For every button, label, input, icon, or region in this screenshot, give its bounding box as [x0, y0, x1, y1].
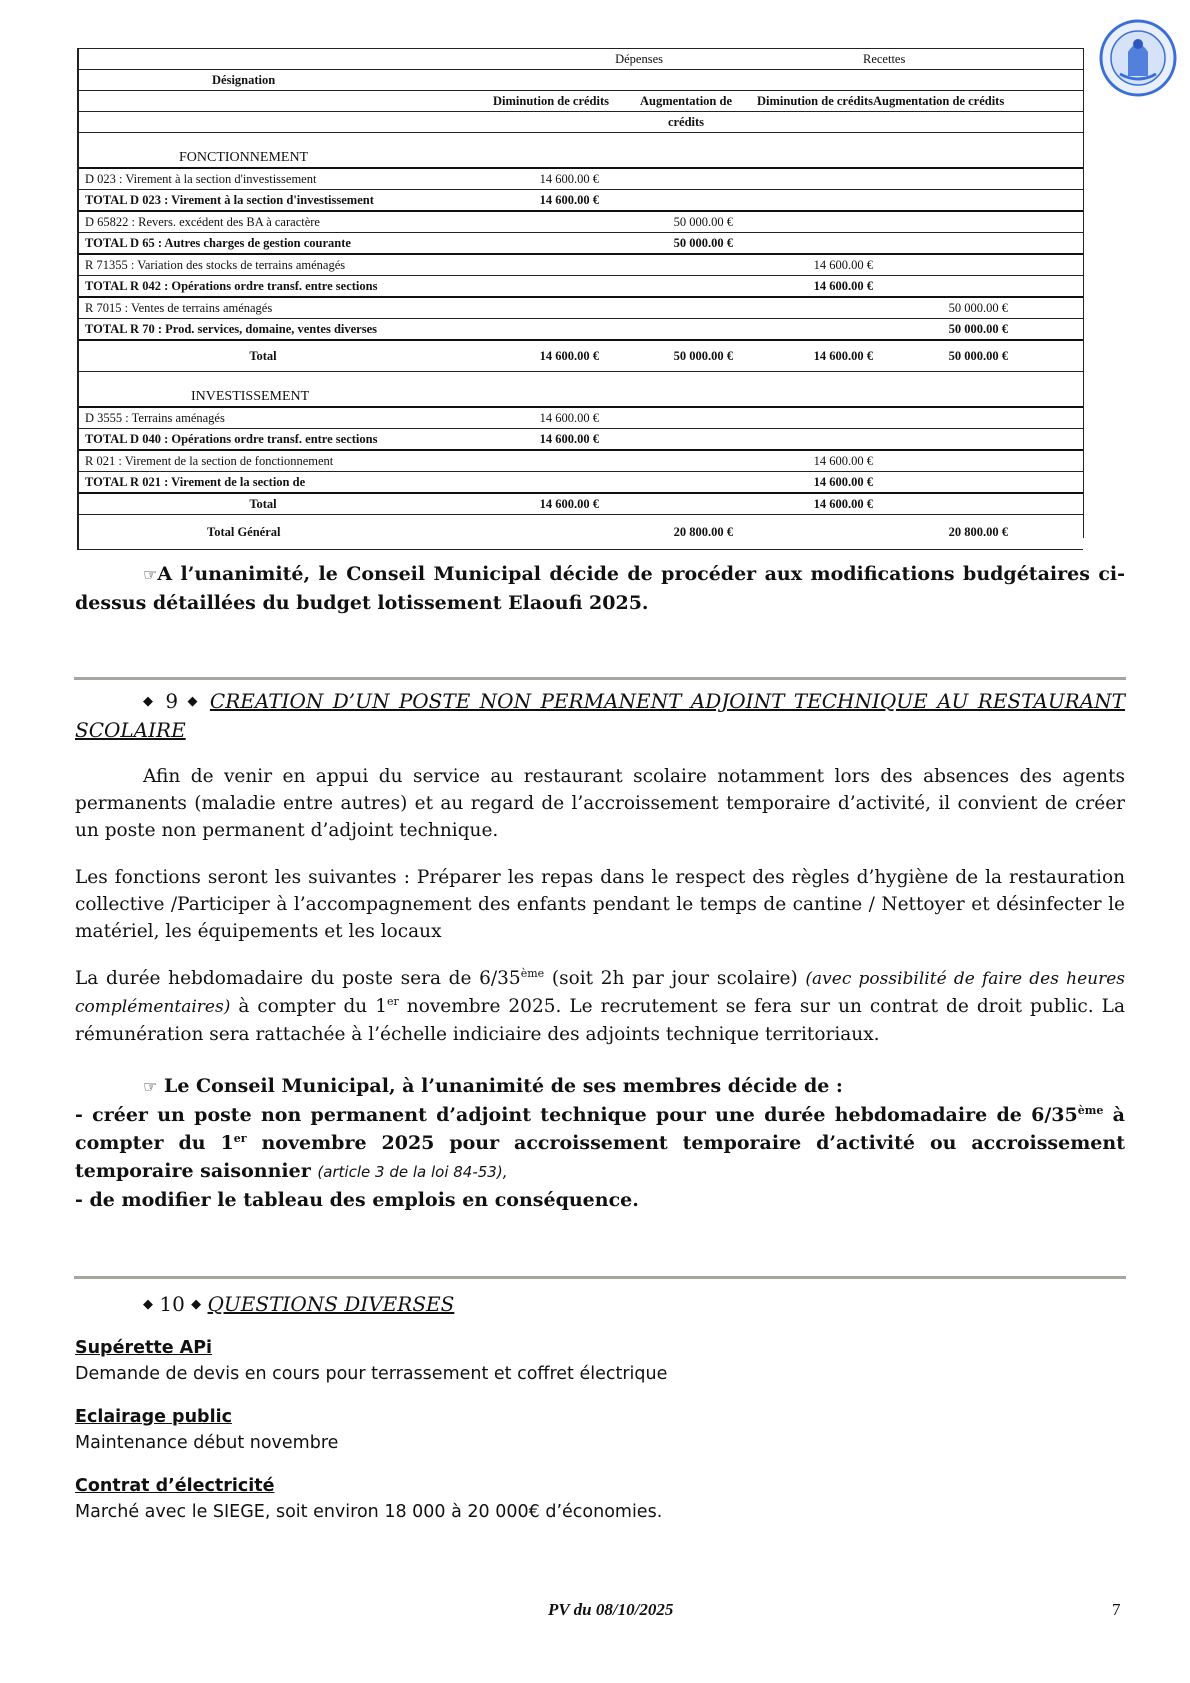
question-title: Contrat d’électricité [75, 1476, 275, 1496]
budget-cell-dep-aug [619, 429, 753, 451]
budget-cell-label: TOTAL D 023 : Virement à la section d'investissement [79, 190, 447, 212]
budget-cell-rec-aug [893, 472, 1083, 494]
section-10-heading: ◆ 10 ◆ QUESTIONS DIVERSES [143, 1292, 455, 1316]
budget-cell-rec-dim [753, 319, 893, 341]
budget-row [79, 297, 1083, 319]
budget-cell-label: R 71355 : Variation des stocks de terrains aménagés [79, 254, 447, 276]
budget-cell-dep-aug [619, 276, 753, 298]
budget-cell-rec-dim [753, 168, 893, 190]
diamond-icon: ◆ [191, 1297, 202, 1312]
budget-row [79, 168, 1083, 190]
section-9-para-3: La durée hebdomadaire du poste sera de 6/35ème (soit 2h par jour scolaire) (avec possibilité de faire des heures complémentaires) à compter du 1er novembre 2025. Le recrutement se fera sur un contrat de droit public. La rémunération sera rattachée à l’échelle indiciaire des adjoints technique territoriaux. [75, 967, 1126, 1045]
budget-cell-rec-dim [753, 233, 893, 255]
header-dep-augmentation: Augmentation de [619, 91, 753, 112]
budget-cell-dep-aug [619, 407, 753, 429]
section-9 [75, 687, 1125, 1214]
section-9-para-1: Afin de venir en appui du service au restaurant scolaire notamment lors des absences des agents permanents (maladie entre autres) et au regard de l’accroissement temporaire d’activité, il convient de créer un poste non permanent d’adjoint technique. [75, 766, 1125, 841]
budget-cell-rec-aug [893, 233, 1083, 255]
budget-cell-rec-aug [893, 190, 1083, 212]
fonctionnement-total-row: Total 14 600.00 € 50 000.00 € 14 600.00 € 50 000.00 € [79, 340, 1083, 372]
budget-cell-rec-aug [893, 450, 1083, 472]
header-recettes: Recettes [753, 49, 1083, 70]
budget-table [77, 48, 1084, 550]
budget-cell-label: TOTAL D 040 : Opérations ordre transf. entre sections [79, 429, 447, 451]
budget-cell-dep-aug [619, 450, 753, 472]
budget-cell-rec-dim [753, 211, 893, 233]
total-general-row: Total Général 20 800.00 € 20 800.00 € [79, 515, 1083, 550]
diamond-icon: ◆ [143, 694, 157, 709]
section-9-heading: ◆ 9 ◆ CREATION D’UN POSTE NON PERMANENT ADJOINT TECHNIQUE AU RESTAURANT SCOLAIRE [75, 689, 1126, 742]
budget-cell-dep-dim: 14 600.00 € [447, 190, 619, 212]
budget-cell-dep-aug [619, 319, 753, 341]
budget-row [79, 233, 1083, 255]
budget-cell-dep-dim [447, 233, 619, 255]
budget-cell-dep-aug [619, 472, 753, 494]
budget-cell-dep-aug [619, 254, 753, 276]
budget-row [79, 254, 1083, 276]
budget-cell-dep-aug [619, 297, 753, 319]
question-text: Demande de devis en cours pour terrassement et coffret électrique [75, 1364, 668, 1384]
header-dep-augmentation-2: crédits [619, 112, 753, 133]
section-10 [75, 1290, 1125, 1525]
diamond-icon: ◆ [187, 694, 201, 709]
budget-cell-rec-aug: 50 000.00 € [893, 297, 1083, 319]
section-9-title: CREATION D’UN POSTE NON PERMANENT ADJOINT TECHNIQUE AU RESTAURANT SCOLAIRE [75, 689, 1126, 742]
header-depenses: Dépenses [447, 49, 753, 70]
budget-cell-label: R 021 : Virement de la section de fonctionnement [79, 450, 447, 472]
budget-cell-rec-aug [893, 254, 1083, 276]
budget-cell-dep-dim: 14 600.00 € [447, 429, 619, 451]
question-title: Eclairage public [75, 1407, 232, 1427]
budget-cell-rec-aug: 50 000.00 € [893, 319, 1083, 341]
budget-cell-label: R 7015 : Ventes de terrains aménagés [79, 297, 447, 319]
investissement-total-row: Total 14 600.00 € 14 600.00 € [79, 493, 1083, 515]
budget-cell-rec-aug [893, 429, 1083, 451]
pointing-hand-icon: ☞ [143, 565, 158, 584]
decision-item-2: - de modifier le tableau des emplois en conséquence. [75, 1189, 639, 1211]
budget-cell-dep-dim [447, 276, 619, 298]
header-designation: Désignation [79, 70, 447, 91]
budget-cell-label: TOTAL D 65 : Autres charges de gestion courante [79, 233, 447, 255]
budget-cell-rec-dim [753, 429, 893, 451]
budget-cell-label: TOTAL R 70 : Prod. services, domaine, ventes diverses [79, 319, 447, 341]
budget-cell-rec-dim [753, 407, 893, 429]
section-investissement: INVESTISSEMENT [79, 372, 447, 408]
section-9-decision: ☞ Le Conseil Municipal, à l’unanimité de ses membres décide de : - créer un poste non permanent d’adjoint technique pour une durée hebdomadaire de 6/35ème à compter du 1er novembre 2025 pour accroissement temporaire d’activité ou accroissement temporaire saisonnier (article 3 de la loi 84-53), - de modifier le tableau des emplois en conséquence. [75, 1072, 1125, 1214]
budget-cell-dep-dim [447, 472, 619, 494]
section-9-para-2: Les fonctions seront les suivantes : Préparer les repas dans le respect des règles d’hygiène de la restauration collective /Participer à l’accompagnement des enfants pendant le temps de cantine / Nettoyer et désinfecter le matériel, les équipements et les locaux [75, 867, 1125, 942]
budget-cell-rec-dim: 14 600.00 € [753, 254, 893, 276]
budget-cell-dep-dim [447, 450, 619, 472]
section-fonctionnement: FONCTIONNEMENT [79, 133, 447, 169]
budget-cell-dep-aug: 50 000.00 € [619, 211, 753, 233]
budget-cell-label: D 65822 : Revers. excédent des BA à caractère [79, 211, 447, 233]
question-text: Marché avec le SIEGE, soit environ 18 000 à 20 000€ d’économies. [75, 1502, 663, 1522]
pointing-hand-icon: ☞ [143, 1077, 158, 1096]
budget-cell-label: TOTAL R 021 : Virement de la section de [79, 472, 447, 494]
budget-cell-dep-dim [447, 319, 619, 341]
budget-row [79, 472, 1083, 494]
budget-cell-label: D 3555 : Terrains aménagés [79, 407, 447, 429]
budget-cell-rec-aug [893, 407, 1083, 429]
decision-item-1: - créer un poste non permanent d’adjoint technique pour une durée hebdomadaire de 6/35ème à compter du 1er novembre 2025 pour accroissement temporaire d’activité ou accroissement temporaire saisonnier (article 3 de la loi 84-53), [75, 1104, 1125, 1182]
budget-cell-label: TOTAL R 042 : Opérations ordre transf. entre sections [79, 276, 447, 298]
budget-row [79, 190, 1083, 212]
budget-cell-dep-aug [619, 168, 753, 190]
budget-cell-dep-dim [447, 297, 619, 319]
section-divider [74, 677, 1126, 680]
budget-cell-label: D 023 : Virement à la section d'investissement [79, 168, 447, 190]
budget-cell-dep-aug [619, 190, 753, 212]
header-rec-columns: Diminution de créditsAugmentation de crédits [753, 91, 1083, 112]
budget-row [79, 319, 1083, 341]
header-dep-diminution: Diminution de crédits [447, 91, 619, 112]
diamond-icon: ◆ [143, 1297, 153, 1312]
section-10-title: QUESTIONS DIVERSES [207, 1292, 455, 1316]
question-item [75, 1404, 1125, 1456]
section-divider [74, 1276, 1126, 1279]
question-item [75, 1335, 1125, 1387]
municipal-seal-icon [1098, 18, 1178, 98]
budget-cell-rec-dim: 14 600.00 € [753, 276, 893, 298]
budget-cell-dep-dim [447, 211, 619, 233]
budget-cell-dep-dim [447, 254, 619, 276]
budget-cell-rec-dim [753, 297, 893, 319]
budget-cell-rec-dim: 14 600.00 € [753, 450, 893, 472]
question-item [75, 1473, 1125, 1525]
budget-cell-rec-dim [753, 190, 893, 212]
budget-row [79, 407, 1083, 429]
budget-cell-dep-dim: 14 600.00 € [447, 168, 619, 190]
budget-row [79, 276, 1083, 298]
budget-cell-dep-dim: 14 600.00 € [447, 407, 619, 429]
question-title: Supérette APi [75, 1338, 213, 1358]
budget-cell-rec-aug [893, 211, 1083, 233]
budget-cell-rec-dim: 14 600.00 € [753, 472, 893, 494]
footer-date: PV du 08/10/2025 [548, 1600, 674, 1619]
budget-decision: ☞A l’unanimité, le Conseil Municipal décide de procéder aux modifications budgétaires ci-dessus détaillées du budget lotissement Elaoufi 2025. [75, 563, 1125, 614]
question-text: Maintenance début novembre [75, 1433, 339, 1453]
budget-row [79, 211, 1083, 233]
page-number: 7 [1112, 1600, 1121, 1619]
budget-cell-dep-aug: 50 000.00 € [619, 233, 753, 255]
budget-cell-rec-aug [893, 168, 1083, 190]
budget-cell-rec-aug [893, 276, 1083, 298]
budget-row [79, 450, 1083, 472]
budget-row [79, 429, 1083, 451]
